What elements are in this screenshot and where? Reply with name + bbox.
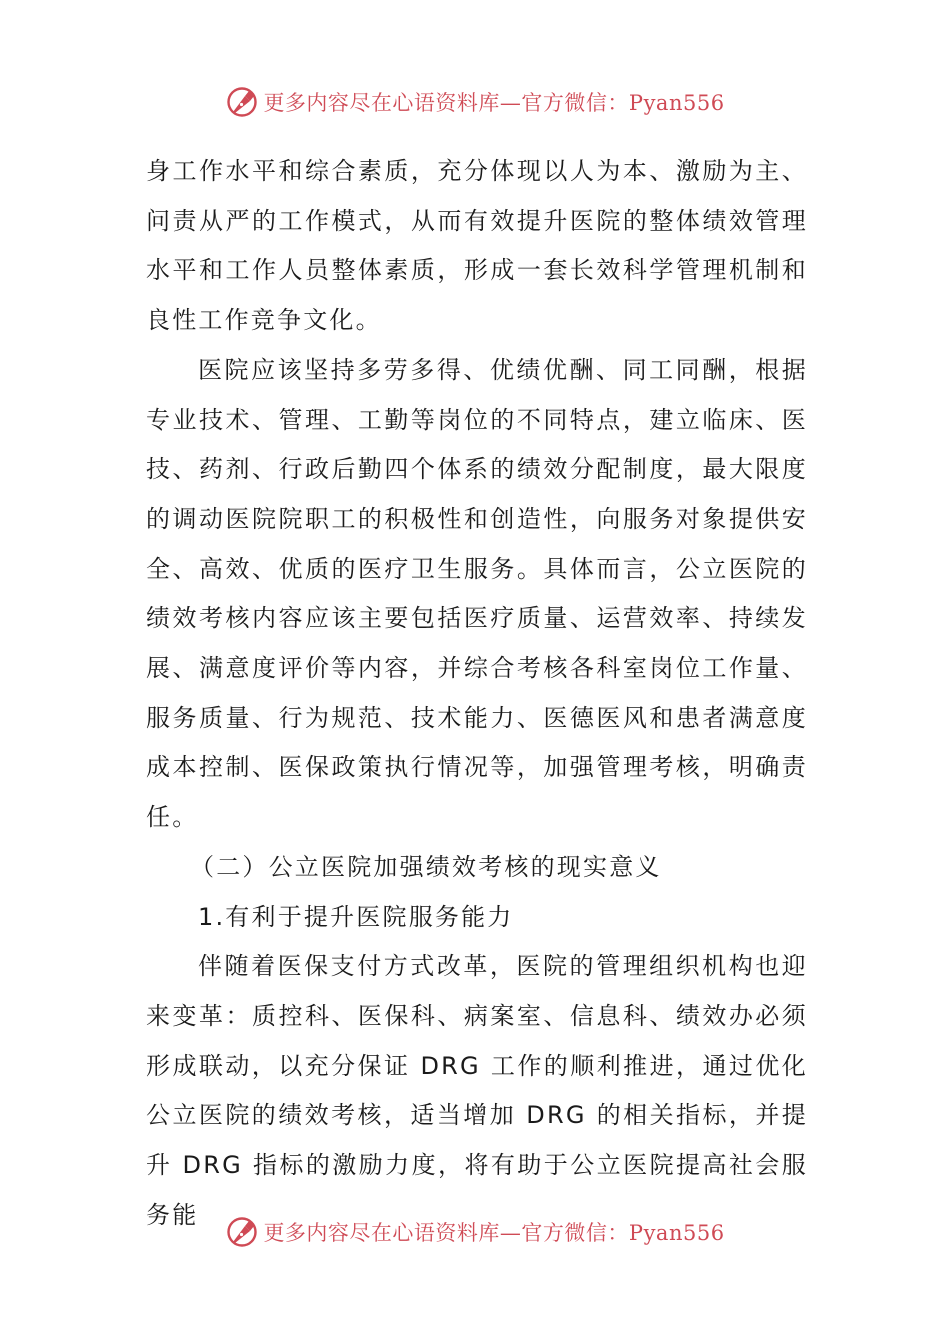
header-banner — [0, 82, 950, 122]
paragraph-3: 伴随着医保支付方式改革，医院的管理组织机构也迎来变革：质控科、医保科、病案室、信息科、绩效办必须形成联动，以充分保证 DRG 工作的顺利推进，通过优化公立医院的绩效考核，适当增加 DRG 的相关指标，并提升 DRG 指标的激励力度，将有助于公立医院提高社会服务能 — [146, 952, 808, 1229]
document-body — [146, 147, 808, 1240]
footer-banner-text: 更多内容尽在心语资料库—官方微信：Pyan556 — [263, 1221, 725, 1245]
paragraph-1: 身工作水平和综合素质，充分体现以人为本、激励为主、问责从严的工作模式，从而有效提升医院的整体绩效管理水平和工作人员整体素质，形成一套长效科学管理机制和良性工作竞争文化。 — [146, 157, 808, 335]
paragraph-2: 医院应该坚持多劳多得、优绩优酬、同工同酬，根据专业技术、管理、工勤等岗位的不同特点，建立临床、医技、药剂、行政后勤四个体系的绩效分配制度，最大限度的调动医院院职工的积极性和创造性，向服务对象提供安全、高效、优质的医疗卫生服务。具体而言，公立医院的绩效考核内容应该主要包括医疗质量、运营效率、持续发展、满意度评价等内容，并综合考核各科室岗位工作量、服务质量、行为规范、技术能力、医德医风和患者满意度成本控制、医保政策执行情况等，加强管理考核，明确责任。 — [146, 355, 808, 832]
header-banner-text: 更多内容尽在心语资料库—官方微信：Pyan556 — [263, 91, 725, 115]
subsection-heading: 1.有利于提升医院服务能力 — [198, 902, 514, 931]
pen-nib-logo-icon — [225, 85, 259, 119]
section-heading: （二）公立医院加强绩效考核的现实意义 — [190, 852, 662, 881]
pen-nib-logo-icon — [225, 1215, 259, 1249]
footer-banner — [0, 1212, 950, 1252]
